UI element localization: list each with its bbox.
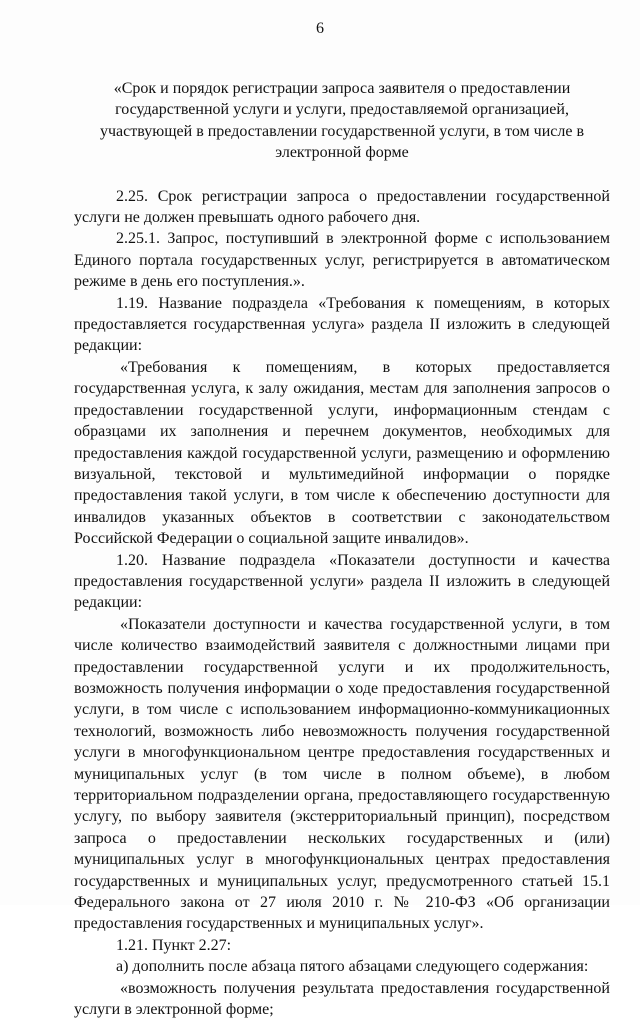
paragraph-2-25-1: 2.25.1. Запрос, поступивший в электронной форме с использованием Единого портала государственных услуг, регистрируется в автоматическом режиме в день его поступления.».	[74, 230, 610, 291]
document-body	[74, 78, 610, 1020]
paragraph-accessibility-indicators: «Показатели доступности и качества государственной услуги, в том числе количество взаимодействий заявителя с должностными лицами при предоставлении государственной услуги и их продолжительность, возможность получения информации о ходе предоставления государственной услуги, в том числе с использованием информационно-коммуникационных технологий, возможность либо невозможность получения государственной услуги в многофункциональном центре предоставления государственных и муниципальных услуг (в том числе в полном объеме), в любом территориальном подразделении органа, предоставляющего государственную услугу, по выбору заявителя (экстерриториальный принцип), посредством запроса о предоставлении нескольких государственных и (или) муниципальных услуг в многофункциональных центрах предоставления государственных и муниципальных услуг, предусмотренного статьей 15.1 Федерального закона от 27 июля 2010 г. № 210-ФЗ «Об организации предоставления государственных и муниципальных услуг».	[74, 615, 610, 933]
paragraph-1-19: 1.19. Название подраздела «Требования к помещениям, в которых предоставляется государственная услуга» раздела II изложить в следующей редакции:	[74, 294, 610, 355]
paragraph-electronic-result: «возможность получения результата предоставления государственной услуги в электронной форме;	[74, 979, 610, 1019]
paragraph-1-21-a: а) дополнить после абзаца пятого абзацами следующего содержания:	[116, 958, 589, 976]
paragraph-1-21: 1.21. Пункт 2.27:	[116, 936, 232, 954]
paragraph-1-20: 1.20. Название подраздела «Показатели доступности и качества предоставления государственной услуги» раздела II изложить в следующей редакции:	[74, 551, 610, 612]
paragraph-2-25: 2.25. Срок регистрации запроса о предоставлении государственной услуги не должен превышать одного рабочего дня.	[74, 187, 610, 227]
paragraph-premises-requirements: «Требования к помещениям, в которых предоставляется государственная услуга, к залу ожидания, местам для заполнения запросов о предоставлении государственной услуги, информационным стендам с образцами их заполнения и перечнем документов, необходимых для предоставления каждой государственной услуги, размещению и оформлению визуальной, текстовой и мультимедийной информации о порядке предоставления такой услуги, в том числе к обеспечению доступности для инвалидов указанных объектов в соответствии с законодательством Российской Федерации о социальной защите инвалидов».	[74, 358, 610, 548]
section-heading: «Срок и порядок регистрации запроса заявителя о предоставлении государственной услуги и услуги, предоставляемой организацией, участвующей в предоставлении государственной услуги, в том числе в электронной форме	[100, 80, 584, 162]
page-number: 6	[316, 20, 324, 37]
